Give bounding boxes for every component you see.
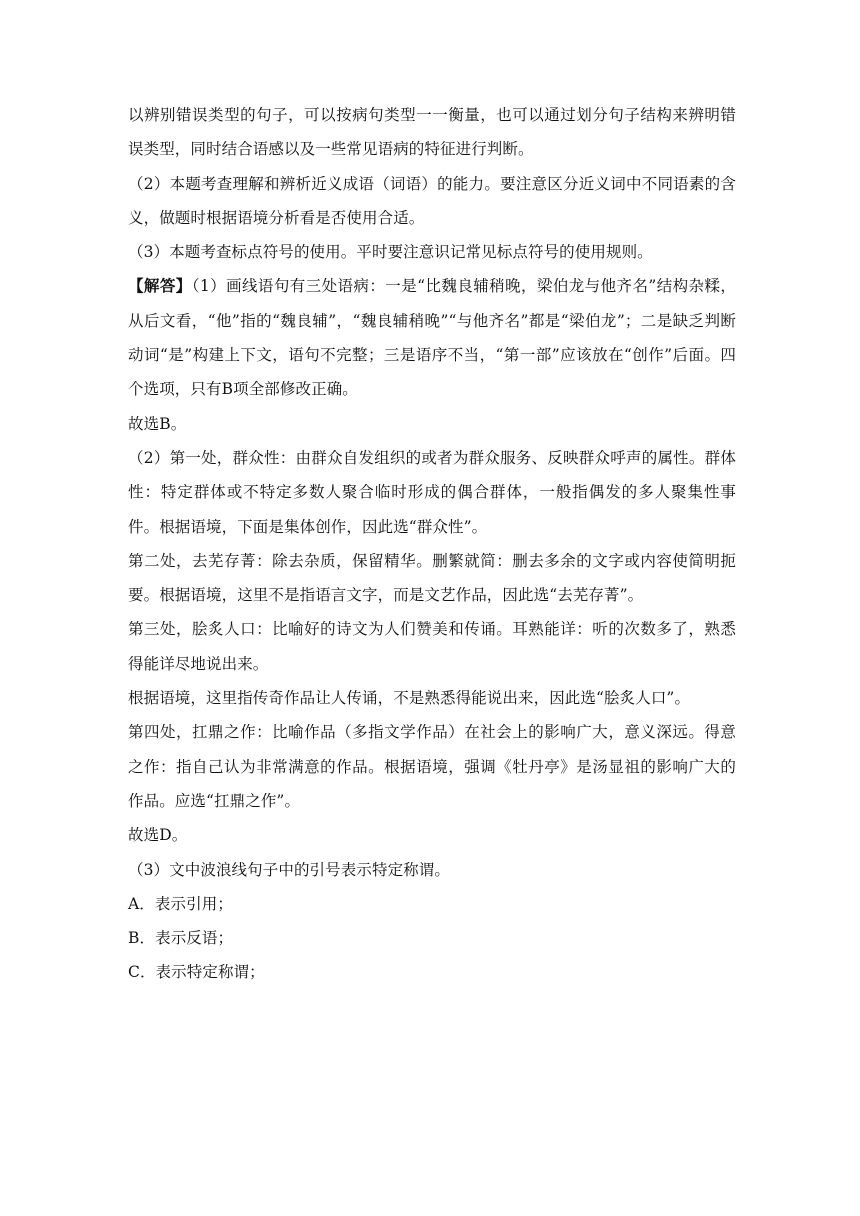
option-b: B．表示反语； [128, 929, 234, 948]
paragraph-5: 故选B。 [128, 414, 187, 433]
answer-label: 【解答】 [128, 276, 192, 296]
paragraph-7: 第二处，去芜存菁：除去杂质，保留精华。删繁就简：删去多余的文字或内容使简明扼要。根据语境，这里不是指语言文字，而是文艺作品，因此选“去芜存菁”。 [128, 551, 736, 605]
paragraph-6: （2）第一处，群众性：由群众自发组织的或者为群众服务、反映群众呼声的属性。群体性：特定群体或不特定多数人聚合临时形成的偶合群体，一般指偶发的多人聚集性事件。根据语境，下面是集体创作，因此选“群众性”。 [128, 448, 736, 536]
paragraph-2: （2）本题考查理解和辨析近义成语（词语）的能力。要注意区分近义词中不同语素的含义，做题时根据语境分析看是否使用合适。 [128, 174, 736, 227]
document-body [128, 98, 736, 990]
option-c: C．表示特定称谓； [128, 963, 265, 982]
option-a: A．表示引用； [128, 894, 233, 913]
paragraph-answer: 【解答】（1）画线语句有三处语病：一是“比魏良辅稍晚，梁伯龙与他齐名”结构杂糅，从后文看，“他”指的“魏良辅”，“魏良辅稍晚”“与他齐名”都是“梁伯龙”；二是缺乏判断动词“是”构建上下文，语句不完整；三是语序不当，“第一部”应该放在“创作”后面。四个选项，只有B项全部修改正确。 [128, 276, 736, 399]
paragraph-10: 第四处，扛鼎之作：比喻作品（多指文学作品）在社会上的影响广大，意义深远。得意之作：指自己认为非常满意的作品。根据语境，强调《牡丹亭》是汤显祖的影响广大的作品。应选“扛鼎之作”。 [128, 723, 736, 810]
paragraph-11: 故选D。 [128, 826, 188, 845]
paragraph-8: 第三处，脍炙人口：比喻好的诗文为人们赞美和传诵。耳熟能详：听的次数多了，熟悉得能详尽地说出来。 [128, 620, 736, 673]
paragraph-9: 根据语境，这里指传奇作品让人传诵，不是熟悉得能说出来，因此选“脍炙人口”。 [128, 689, 691, 708]
paragraph-3: （3）本题考查标点符号的使用。平时要注意识记常见标点符号的使用规则。 [128, 243, 653, 262]
paragraph-1: 以辨别错误类型的句子，可以按病句类型一一衡量，也可以通过划分句子结构来辨明错误类型，同时结合语感以及一些常见语病的特征进行判断。 [128, 106, 736, 159]
paragraph-12: （3）文中波浪线句子中的引号表示特定称谓。 [128, 860, 450, 879]
